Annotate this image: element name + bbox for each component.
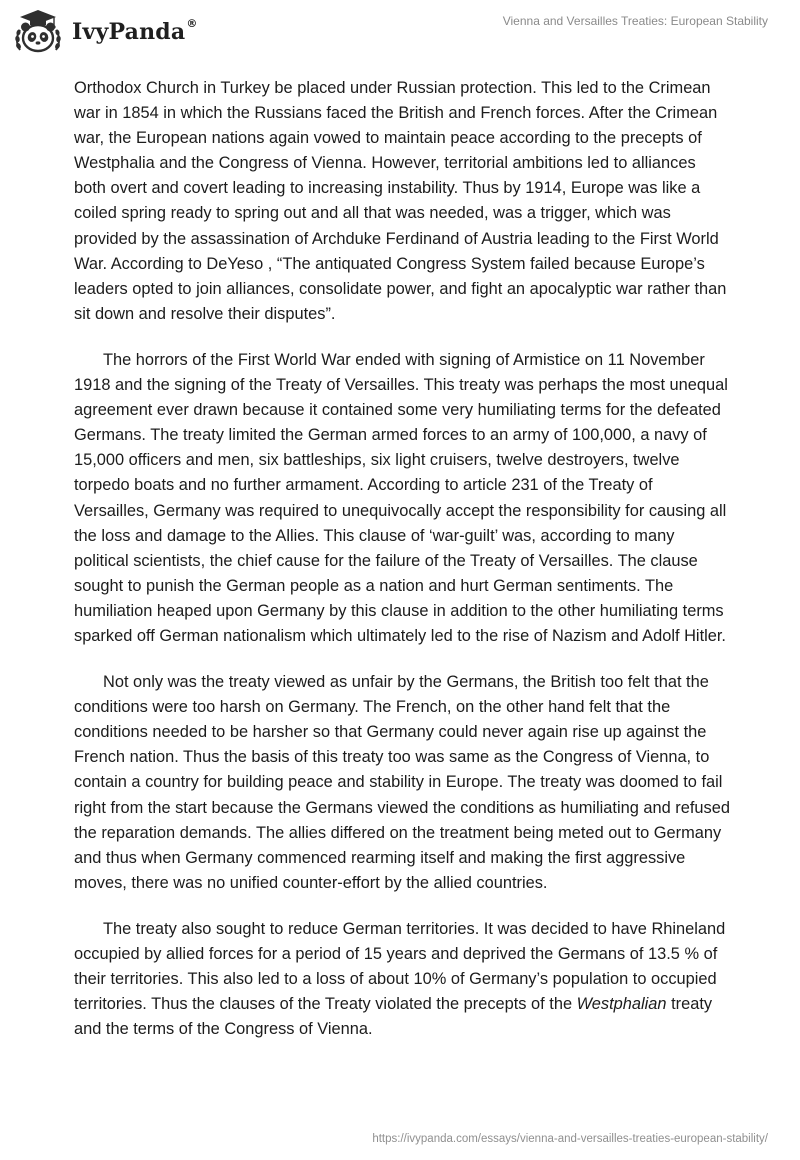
paragraph: Not only was the treaty viewed as unfair by the Germans, the British too felt that the conditions were too harsh on Germany. The French, on the other hand felt that the conditions needed to be harsher so that Germany could never again rise up against the French nation. Thus the basis of this treaty too was same as the Congress of Vienna, to contain a country for building peace and stability in Europe. The treaty was doomed to fail right from the start because the Germans viewed the conditions as humiliating and refused the reparation demands. The allies differed on the treatment being meted out to Germany and thus when Germany commenced rearming itself and making the first aggressive moves, there was no unified counter-effort by the allied countries. — [74, 673, 730, 892]
paragraph — [74, 917, 730, 1042]
document-title: Vienna and Versailles Treaties: European Stability — [502, 14, 768, 28]
panda-graduation-cap-icon — [12, 6, 64, 58]
paragraph: The horrors of the First World War ended with signing of Armistice on 11 November 1918 and the signing of the Treaty of Versailles. This treaty was perhaps the most unequal agreement ever drawn because it contained some very humiliating terms for the defeated Germans. The treaty limited the German armed forces to an army of 100,000, a navy of 15,000 officers and men, six battleships, six light cruisers, twelve destroyers, twelve torpedo boats and no further armament. According to article 231 of the Treaty of Versailles, Germany was required to unequivocally accept the responsibility for causing all the loss and damage to the Allies. This clause of ‘war-guilt’ was, according to many political scientists, the chief cause for the failure of the Treaty of Versailles. The clause sought to punish the German people as a nation and hurt German sentiments. The humiliation heaped upon Germany by this clause in addition to the other humiliating terms sparked off German nationalism which ultimately led to the rise of Nazism and Adolf Hitler. — [74, 350, 728, 645]
registered-mark: ® — [186, 17, 198, 30]
paragraph: Orthodox Church in Turkey be placed under Russian protection. This led to the Crimean war in 1854 in which the Russians faced the British and French forces. After the Crimean war, the European nations again vowed to maintain peace according to the precepts of Westphalia and the Congress of Vienna. However, territorial ambitions led to alliances both overt and covert leading to increasing instability. Thus by 1914, Europe was like a coiled spring ready to spring out and all that was needed, was a trigger, which was provided by the assassination of Archduke Ferdinand of Austria leading to the First World War. According to DeYeso , “The antiquated Congress System failed because Europe’s leaders opted to join alliances, consolidate power, and fight an apocalyptic war rather than sit down and resolve their disputes”. — [74, 79, 727, 323]
essay-body — [74, 76, 730, 1063]
paragraph-text: The treaty also sought to reduce German territories. It was decided to have Rhineland occupied by allied forces for a period of 15 years and deprived the Germans of 13.5 % of their territories. This also led to a loss of about 10% of Germany’s population to occupied territories. Thus the clauses of the Treaty violated the precepts of the — [74, 919, 726, 1014]
source-url-link[interactable]: https://ivypanda.com/essays/vienna-and-versailles-treaties-european-stability/ — [372, 1133, 768, 1145]
brand-logo[interactable] — [12, 6, 198, 58]
italic-term: Westphalian — [576, 995, 667, 1014]
brand-name: IvyPanda® — [72, 17, 198, 45]
page-header — [0, 0, 800, 64]
paragraph-text: treaty and the terms of the Congress of Vienna. — [74, 995, 713, 1039]
